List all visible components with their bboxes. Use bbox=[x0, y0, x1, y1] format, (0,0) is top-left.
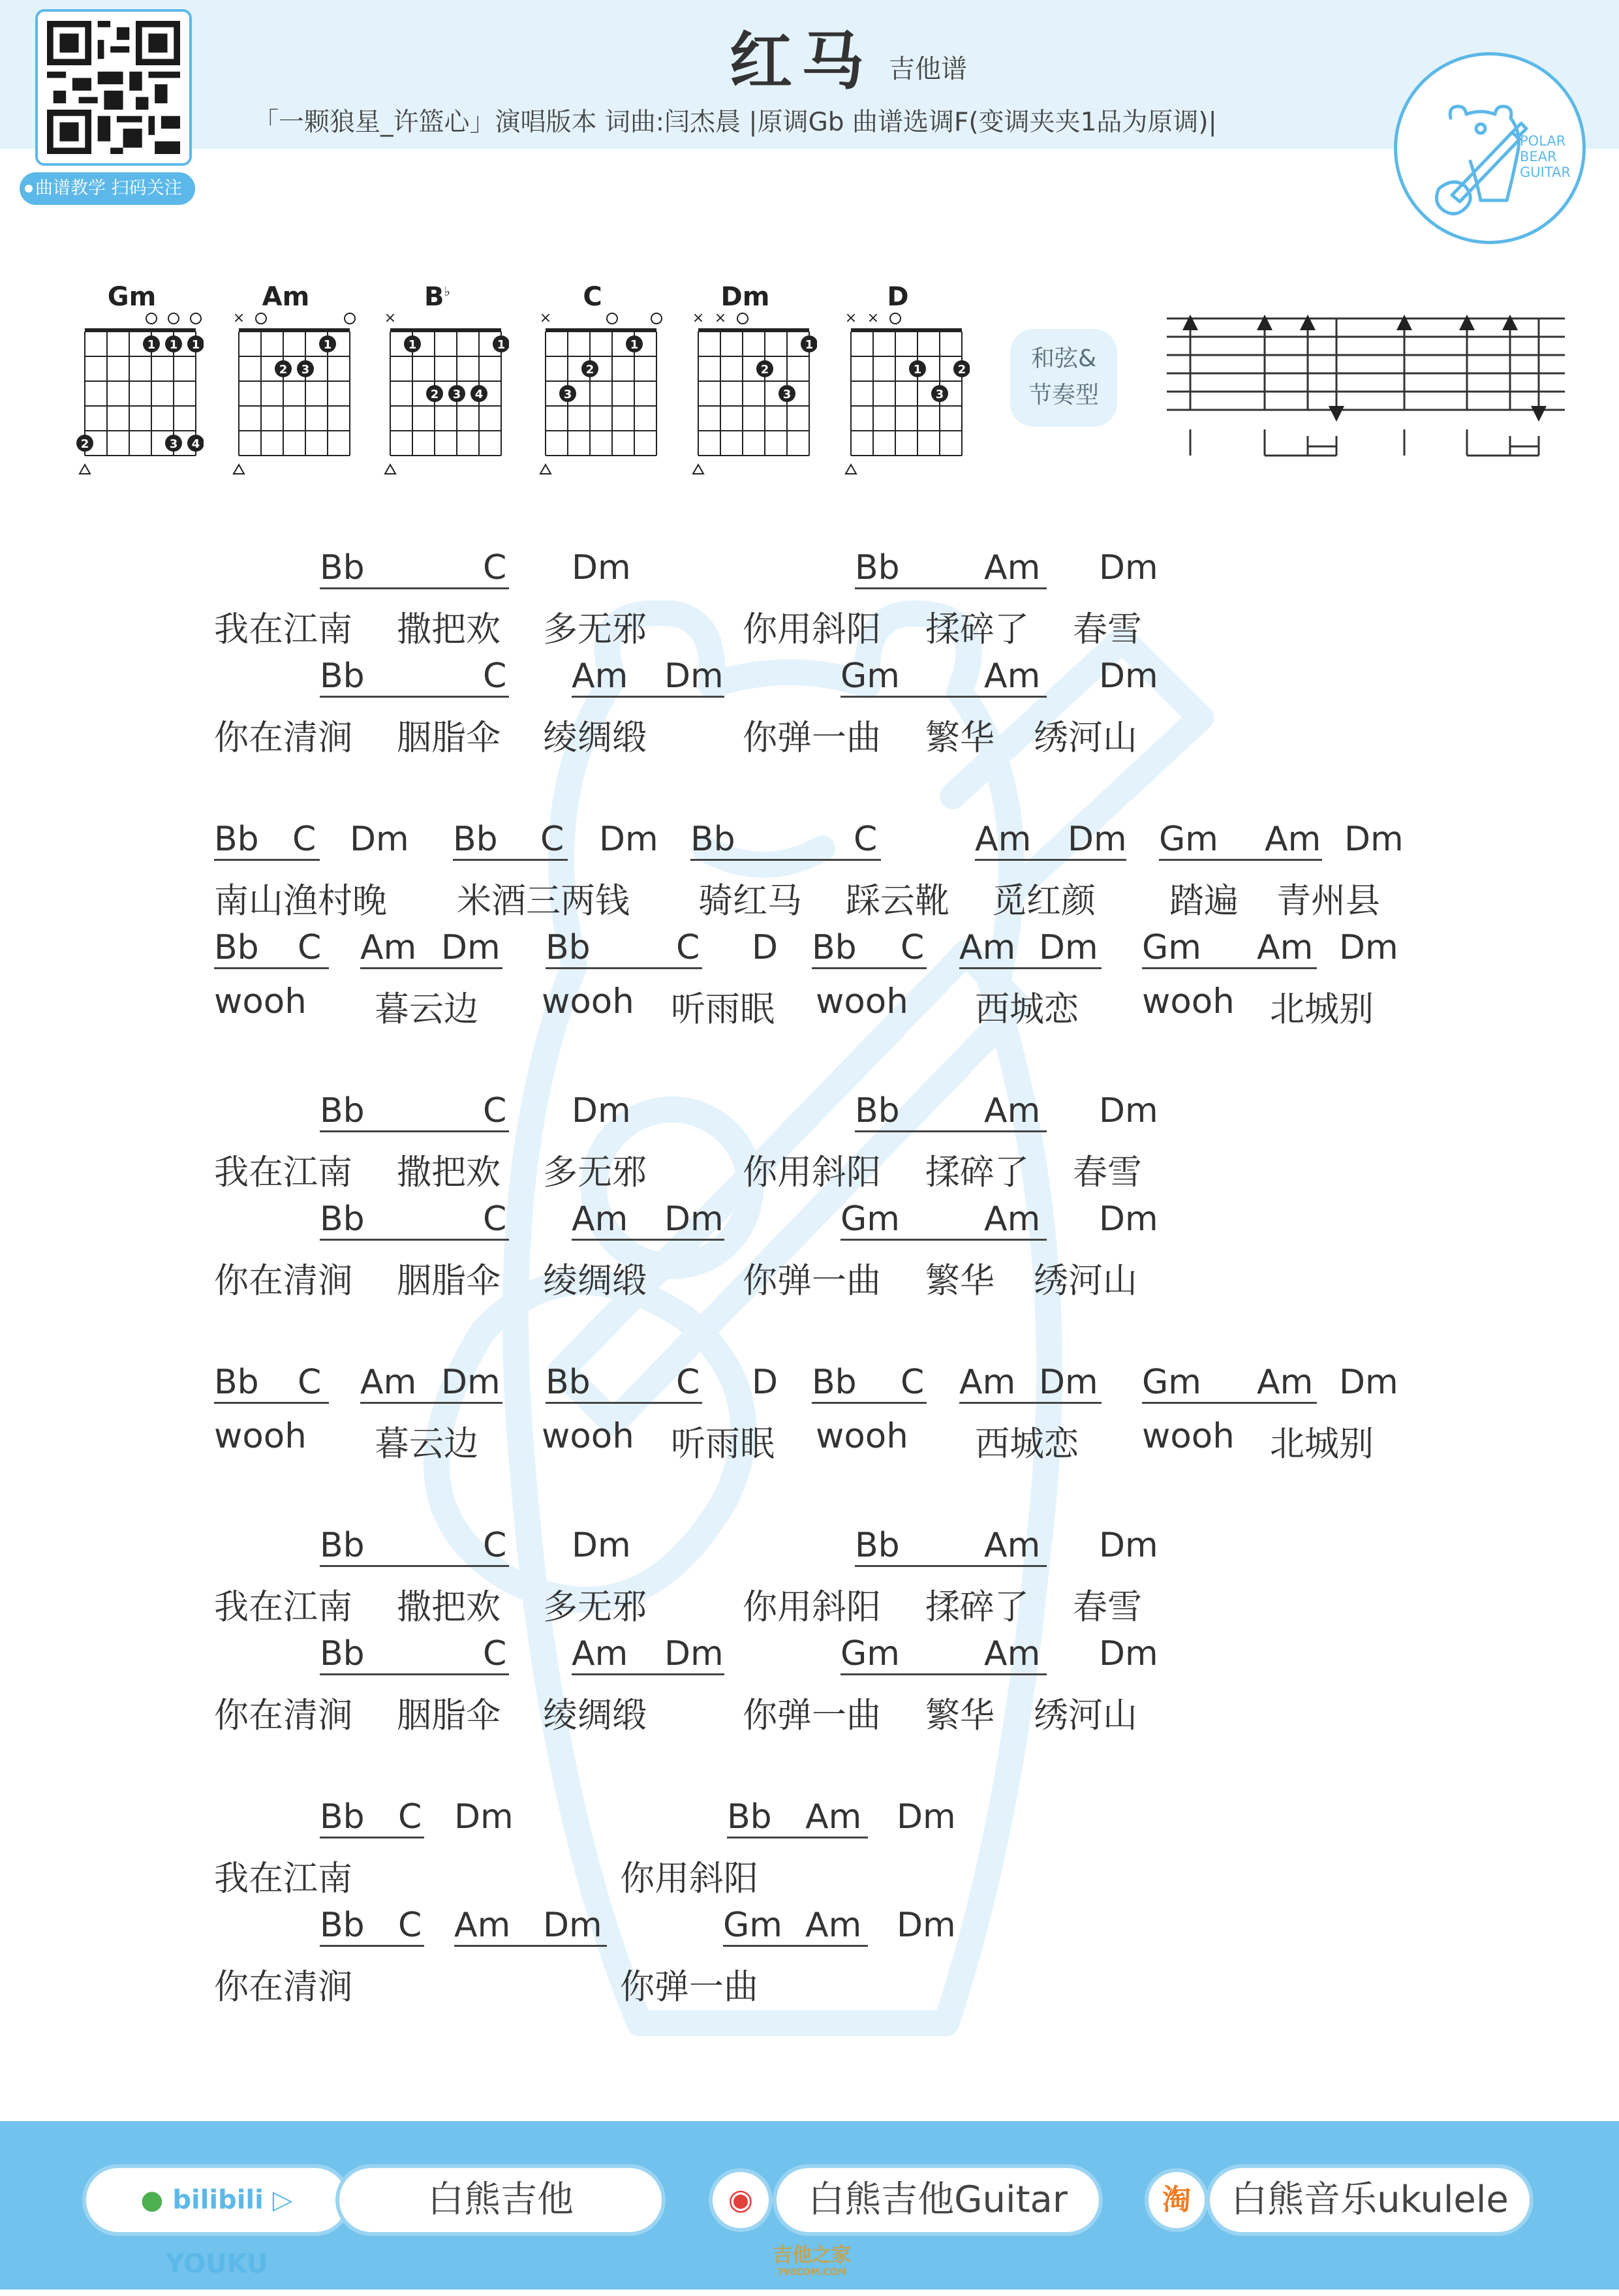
chord-mark: Bb bbox=[214, 928, 259, 967]
chord-mark: Am bbox=[959, 928, 1016, 967]
chord-mark: Bb bbox=[320, 1634, 365, 1673]
chord-bracket bbox=[840, 1239, 1047, 1241]
svg-text:4: 4 bbox=[191, 437, 200, 451]
chord-mark: Bb bbox=[812, 928, 857, 967]
lyric: 北城别 bbox=[1270, 1424, 1374, 1464]
lyric: 春雪 bbox=[1073, 610, 1142, 649]
chord-mark: Dm bbox=[572, 1526, 631, 1565]
taobao-account: 白熊音乐ukulele bbox=[1210, 2168, 1530, 2232]
chord-bracket bbox=[840, 1673, 1047, 1675]
chord-mark: Am bbox=[984, 657, 1041, 696]
chord-mark: Am bbox=[454, 1906, 511, 1945]
chord-mark: Dm bbox=[350, 820, 409, 859]
chord-mark: Dm bbox=[454, 1797, 514, 1837]
chord-mark: Am bbox=[572, 1200, 628, 1239]
lyric: 我在江南 bbox=[214, 1153, 352, 1192]
lyric: 踩云靴 bbox=[846, 881, 949, 921]
lyric: 春雪 bbox=[1073, 1587, 1142, 1627]
chord-name: Gm bbox=[107, 282, 157, 312]
chord-mark: Gm bbox=[723, 1906, 782, 1945]
lyric: 多无邪 bbox=[543, 1587, 647, 1627]
svg-text:×: × bbox=[867, 310, 880, 326]
lyric: 青州县 bbox=[1276, 881, 1380, 921]
lyric: wooh bbox=[542, 982, 634, 1021]
chord-mark: Dm bbox=[897, 1797, 956, 1837]
chord-name: D bbox=[887, 282, 909, 312]
chord-name: Am bbox=[262, 282, 310, 312]
chord-mark: Bb bbox=[214, 1363, 259, 1402]
svg-text:×: × bbox=[384, 310, 397, 326]
svg-text:1: 1 bbox=[408, 338, 417, 352]
svg-text:1: 1 bbox=[497, 338, 506, 352]
lyric: 你弹一曲 bbox=[743, 1696, 881, 1735]
lyric: 春雪 bbox=[1073, 1153, 1142, 1192]
chord-mark: Dm bbox=[572, 1091, 631, 1130]
chord-mark: Dm bbox=[572, 548, 631, 587]
chord-mark: Am bbox=[984, 1091, 1041, 1130]
lyric: 你用斜阳 bbox=[743, 610, 881, 649]
chord-name-letter: B bbox=[424, 282, 444, 312]
chord-bracket bbox=[320, 1837, 424, 1838]
chord-diagram-dm bbox=[686, 282, 817, 478]
chord-mark: Dm bbox=[1099, 1634, 1158, 1673]
lyric: 你在清涧 bbox=[214, 1967, 352, 2007]
chord-mark: C bbox=[298, 1363, 322, 1402]
chord-bracket bbox=[959, 967, 1102, 969]
svg-text:3: 3 bbox=[301, 363, 310, 377]
title-suffix: 吉他谱 bbox=[889, 54, 967, 84]
lyric: 你在清涧 bbox=[214, 718, 352, 758]
chord-bracket bbox=[959, 1402, 1102, 1404]
svg-text:2: 2 bbox=[760, 363, 769, 377]
chord-mark: Dm bbox=[1039, 928, 1098, 967]
chord-mark: Am bbox=[984, 548, 1041, 587]
chord-mark: Bb bbox=[690, 820, 735, 859]
chord-bracket bbox=[546, 1402, 702, 1404]
lyric: 繁华 bbox=[925, 1696, 995, 1735]
lyric: 胭脂伞 bbox=[397, 1261, 501, 1301]
chord-bracket bbox=[320, 1130, 509, 1132]
chord-bracket bbox=[320, 587, 509, 589]
site-url: 798COM.COM bbox=[777, 2267, 847, 2278]
chord-name: C bbox=[583, 282, 602, 312]
chord-mark: Bb bbox=[320, 1526, 365, 1565]
chord-mark: Dm bbox=[599, 820, 658, 859]
chord-mark: Dm bbox=[664, 657, 724, 696]
chord-mark: Am bbox=[805, 1797, 862, 1837]
svg-text:2: 2 bbox=[585, 363, 594, 377]
lyric: 米酒三两钱 bbox=[457, 881, 630, 921]
lyric: 你在清涧 bbox=[214, 1696, 352, 1735]
chord-bracket bbox=[1142, 967, 1317, 969]
lyric: 揉碎了 bbox=[925, 1153, 1029, 1192]
lyric: 绫绸缎 bbox=[543, 1696, 647, 1735]
chord-rhythm-label bbox=[1010, 329, 1117, 427]
song-info: 「一颗狼星_许篮心」演唱版本 词曲:闫杰晨 |原调Gb 曲谱选调F(变调夹夹1品为原调)| bbox=[253, 108, 1217, 137]
chord-mark: D bbox=[752, 928, 779, 967]
chord-mark: C bbox=[901, 928, 925, 967]
chord-rhythm-label-line-2: 节奏型 bbox=[1028, 382, 1099, 409]
chord-mark: Dm bbox=[664, 1200, 724, 1239]
chord-bracket bbox=[812, 967, 927, 969]
chord-bracket bbox=[723, 1945, 868, 1947]
lyric: 南山渔村晚 bbox=[214, 881, 387, 921]
chord-bracket bbox=[454, 1945, 607, 1947]
svg-text:×: × bbox=[232, 310, 245, 326]
lyric: wooh bbox=[542, 1416, 634, 1456]
chord-mark: Dm bbox=[1039, 1363, 1098, 1402]
chord-bracket bbox=[453, 859, 568, 861]
chord-mark: Am bbox=[1257, 1363, 1314, 1402]
svg-text:3: 3 bbox=[169, 437, 178, 451]
chord-bracket bbox=[855, 587, 1047, 589]
chord-bracket bbox=[572, 1239, 724, 1241]
chord-name bbox=[378, 282, 496, 312]
chord-bracket bbox=[690, 859, 881, 861]
lyric: 听雨眠 bbox=[671, 1424, 775, 1464]
chord-mark: C bbox=[298, 928, 322, 967]
chord-mark: Dm bbox=[441, 928, 501, 967]
site-watermark bbox=[766, 2239, 857, 2278]
lyric: 你用斜阳 bbox=[743, 1153, 881, 1192]
chord-bracket bbox=[572, 1673, 724, 1675]
qr-code-icon bbox=[35, 9, 192, 166]
chord-mark: Dm bbox=[1339, 1363, 1398, 1402]
chord-bracket bbox=[320, 1565, 509, 1567]
lyric: 暮云边 bbox=[375, 1424, 478, 1464]
chord-mark: Dm bbox=[664, 1634, 724, 1673]
chord-mark: Am bbox=[984, 1200, 1041, 1239]
lyric: 你在清涧 bbox=[214, 1261, 352, 1301]
svg-text:2: 2 bbox=[430, 388, 439, 401]
chord-mark: C bbox=[483, 1091, 507, 1130]
chord-bracket bbox=[727, 1837, 868, 1838]
chord-bracket bbox=[320, 1673, 509, 1675]
lyric: wooh bbox=[214, 982, 307, 1021]
svg-text:2: 2 bbox=[80, 437, 89, 451]
lyric: 胭脂伞 bbox=[397, 1696, 501, 1735]
lyric: 西城恋 bbox=[975, 1424, 1079, 1464]
svg-text:1: 1 bbox=[191, 338, 200, 352]
chord-mark: Dm bbox=[1344, 820, 1404, 859]
chord-mark: Dm bbox=[897, 1906, 956, 1945]
lyric: 听雨眠 bbox=[671, 989, 775, 1029]
chord-bracket bbox=[855, 1565, 1047, 1567]
chord-diagram-am bbox=[227, 282, 358, 478]
lyric: 绫绸缎 bbox=[543, 718, 647, 758]
lyric: 骑红马 bbox=[698, 881, 802, 921]
lyric: 胭脂伞 bbox=[397, 718, 501, 758]
chord-mark: Dm bbox=[1099, 1200, 1158, 1239]
brand-line-1: POLAR bbox=[1520, 133, 1566, 149]
chord-mark: Am bbox=[984, 1526, 1041, 1565]
chord-mark: C bbox=[292, 820, 316, 859]
lyric: 你弹一曲 bbox=[743, 718, 881, 758]
chord-mark: Gm bbox=[1159, 820, 1218, 859]
brand-line-3: GUITAR bbox=[1520, 164, 1571, 180]
lyric: wooh bbox=[1142, 1416, 1235, 1456]
chord-mark: C bbox=[483, 1200, 507, 1239]
svg-text:1: 1 bbox=[630, 338, 639, 352]
wechat-account: 白熊吉他 bbox=[339, 2168, 662, 2232]
chord-mark: C bbox=[540, 820, 564, 859]
chord-bracket bbox=[320, 1239, 509, 1241]
chord-bracket bbox=[975, 859, 1126, 861]
lyric: 西城恋 bbox=[975, 989, 1079, 1029]
chord-diagram-d bbox=[839, 282, 970, 478]
weibo-icon: ◉ bbox=[713, 2172, 769, 2228]
chord-mark: Gm bbox=[1142, 1363, 1201, 1402]
chord-mark: Gm bbox=[840, 657, 900, 696]
chord-diagram-bb bbox=[378, 282, 509, 478]
lyric: 揉碎了 bbox=[925, 610, 1029, 649]
chord-bracket bbox=[840, 696, 1047, 698]
chord-bracket bbox=[214, 859, 320, 861]
chord-mark: Dm bbox=[1099, 1526, 1158, 1565]
lyric: 多无邪 bbox=[543, 610, 647, 649]
lyric: wooh bbox=[816, 1416, 908, 1456]
chord-mark: Bb bbox=[855, 1526, 900, 1565]
chord-mark: Am bbox=[959, 1363, 1016, 1402]
svg-text:4: 4 bbox=[474, 388, 484, 401]
chord-diagram-gm bbox=[73, 282, 204, 478]
chord-bracket bbox=[1159, 859, 1322, 861]
chord-mark: Dm bbox=[1099, 1091, 1158, 1130]
chord-mark: Dm bbox=[1099, 548, 1158, 587]
lyric: 绣河山 bbox=[1034, 1261, 1137, 1301]
chord-bracket bbox=[812, 1402, 927, 1404]
chord-bracket bbox=[855, 1130, 1047, 1132]
wechat-icon: ● bbox=[140, 2185, 164, 2215]
lyric: wooh bbox=[816, 982, 908, 1021]
lyric: 绣河山 bbox=[1034, 1696, 1137, 1735]
lyric: wooh bbox=[214, 1416, 307, 1456]
chord-mark: Am bbox=[572, 1634, 628, 1673]
chord-mark: Am bbox=[1265, 820, 1321, 859]
chord-mark: C bbox=[483, 1526, 507, 1565]
lyric: 绣河山 bbox=[1034, 718, 1137, 758]
lyric: 北城别 bbox=[1270, 989, 1374, 1029]
lyric: 踏遍 bbox=[1169, 881, 1239, 921]
svg-text:×: × bbox=[539, 310, 552, 326]
chord-mark: Bb bbox=[727, 1797, 772, 1837]
lyric: 绫绸缎 bbox=[543, 1261, 647, 1301]
chord-mark: Bb bbox=[320, 1797, 365, 1837]
qr-caption: 曲谱教学 扫码关注 bbox=[20, 172, 195, 205]
video-platforms bbox=[86, 2168, 347, 2279]
svg-text:1: 1 bbox=[323, 338, 332, 352]
svg-text:1: 1 bbox=[147, 338, 156, 352]
svg-text:1: 1 bbox=[805, 338, 814, 352]
svg-text:1: 1 bbox=[913, 363, 922, 377]
chord-mark: Bb bbox=[855, 548, 900, 587]
lyric: 我在江南 bbox=[214, 1859, 352, 1899]
chord-mark: Gm bbox=[840, 1200, 900, 1239]
chord-mark: Am bbox=[984, 1634, 1041, 1673]
svg-text:2: 2 bbox=[279, 363, 288, 377]
chord-mark: C bbox=[483, 657, 507, 696]
svg-text:3: 3 bbox=[563, 388, 572, 401]
lyric: 觅红颜 bbox=[992, 881, 1096, 921]
chord-mark: Am bbox=[360, 1363, 417, 1402]
chord-mark: C bbox=[854, 820, 878, 859]
page-title: 红马 bbox=[730, 25, 873, 98]
svg-text:2: 2 bbox=[957, 363, 966, 377]
chord-mark: Dm bbox=[1099, 657, 1158, 696]
chord-mark: C bbox=[676, 1363, 700, 1402]
lyric: 你用斜阳 bbox=[743, 1587, 881, 1627]
chord-mark: Bb bbox=[546, 928, 591, 967]
chord-mark: Dm bbox=[441, 1363, 501, 1402]
chord-mark: Am bbox=[1257, 928, 1314, 967]
weibo-account: 白熊吉他Guitar bbox=[777, 2168, 1099, 2232]
chord-mark: Dm bbox=[1068, 820, 1127, 859]
svg-text:3: 3 bbox=[782, 388, 792, 401]
lyric: 揉碎了 bbox=[925, 1587, 1029, 1627]
chord-rhythm-label-line-1: 和弦& bbox=[1030, 345, 1097, 372]
chord-mark: Bb bbox=[320, 657, 365, 696]
chord-mark: Am bbox=[360, 928, 417, 967]
lyric: 我在江南 bbox=[214, 610, 352, 649]
chord-mark: Bb bbox=[320, 1200, 365, 1239]
lyric: 你用斜阳 bbox=[620, 1859, 758, 1899]
chord-mark: Bb bbox=[546, 1363, 591, 1402]
chord-mark: Bb bbox=[320, 1091, 365, 1130]
chord-bracket bbox=[360, 1402, 502, 1404]
chord-bracket bbox=[214, 967, 329, 969]
brand-line-2: BEAR bbox=[1520, 149, 1557, 164]
lyric: wooh bbox=[1142, 982, 1235, 1021]
svg-text:3: 3 bbox=[935, 388, 944, 401]
chord-name: Dm bbox=[720, 282, 770, 312]
flat-sign: ♭ bbox=[444, 283, 450, 300]
chord-bracket bbox=[320, 696, 509, 698]
chord-mark: Bb bbox=[812, 1363, 857, 1402]
chord-mark: C bbox=[676, 928, 700, 967]
chord-bracket bbox=[572, 696, 724, 698]
chord-mark: D bbox=[752, 1363, 779, 1402]
video-platforms-label: bilibili ▷ YOUKU bbox=[165, 2185, 293, 2279]
lyric: 撒把欢 bbox=[397, 1587, 501, 1627]
chord-mark: Bb bbox=[320, 548, 365, 587]
chord-mark: Am bbox=[572, 657, 628, 696]
chord-mark: C bbox=[483, 548, 507, 587]
chord-mark: Am bbox=[975, 820, 1032, 859]
svg-text:×: × bbox=[844, 310, 857, 326]
chord-bracket bbox=[1142, 1402, 1317, 1404]
chord-mark: Gm bbox=[840, 1634, 900, 1673]
rhythm-pattern bbox=[1167, 308, 1565, 465]
chord-mark: C bbox=[398, 1797, 422, 1837]
chord-mark: Bb bbox=[214, 820, 259, 859]
svg-text:3: 3 bbox=[452, 388, 461, 401]
chord-mark: C bbox=[901, 1363, 925, 1402]
chord-mark: Am bbox=[805, 1906, 862, 1945]
svg-text:×: × bbox=[692, 310, 705, 326]
chord-mark: Dm bbox=[1339, 928, 1398, 967]
chord-bracket bbox=[214, 1402, 329, 1404]
lyric: 繁华 bbox=[925, 1261, 995, 1301]
chord-bracket bbox=[360, 967, 502, 969]
chord-mark: C bbox=[483, 1634, 507, 1673]
site-mark: 吉他之家 bbox=[773, 2244, 851, 2267]
chord-mark: Gm bbox=[1142, 928, 1201, 967]
chord-mark: Bb bbox=[320, 1906, 365, 1945]
lyric: 你弹一曲 bbox=[743, 1261, 881, 1301]
lyric: 撒把欢 bbox=[397, 1153, 501, 1192]
lyric: 你弹一曲 bbox=[620, 1967, 758, 2007]
chord-mark: C bbox=[398, 1906, 422, 1945]
chord-mark: Bb bbox=[453, 820, 498, 859]
svg-text:×: × bbox=[714, 310, 727, 326]
lyric: 撒把欢 bbox=[397, 610, 501, 649]
chord-diagram-c bbox=[534, 282, 664, 478]
lyric: 暮云边 bbox=[375, 989, 478, 1029]
lyric: 繁华 bbox=[925, 718, 995, 758]
chord-mark: Bb bbox=[855, 1091, 900, 1130]
chord-bracket bbox=[320, 1945, 424, 1947]
lyric: 多无邪 bbox=[543, 1153, 647, 1192]
chord-bracket bbox=[546, 967, 702, 969]
lyric: 我在江南 bbox=[214, 1587, 352, 1627]
svg-text:1: 1 bbox=[169, 338, 178, 352]
chord-mark: Dm bbox=[543, 1906, 602, 1945]
polar-bear-logo-icon bbox=[1394, 52, 1586, 244]
taobao-icon: 淘 bbox=[1149, 2172, 1205, 2228]
